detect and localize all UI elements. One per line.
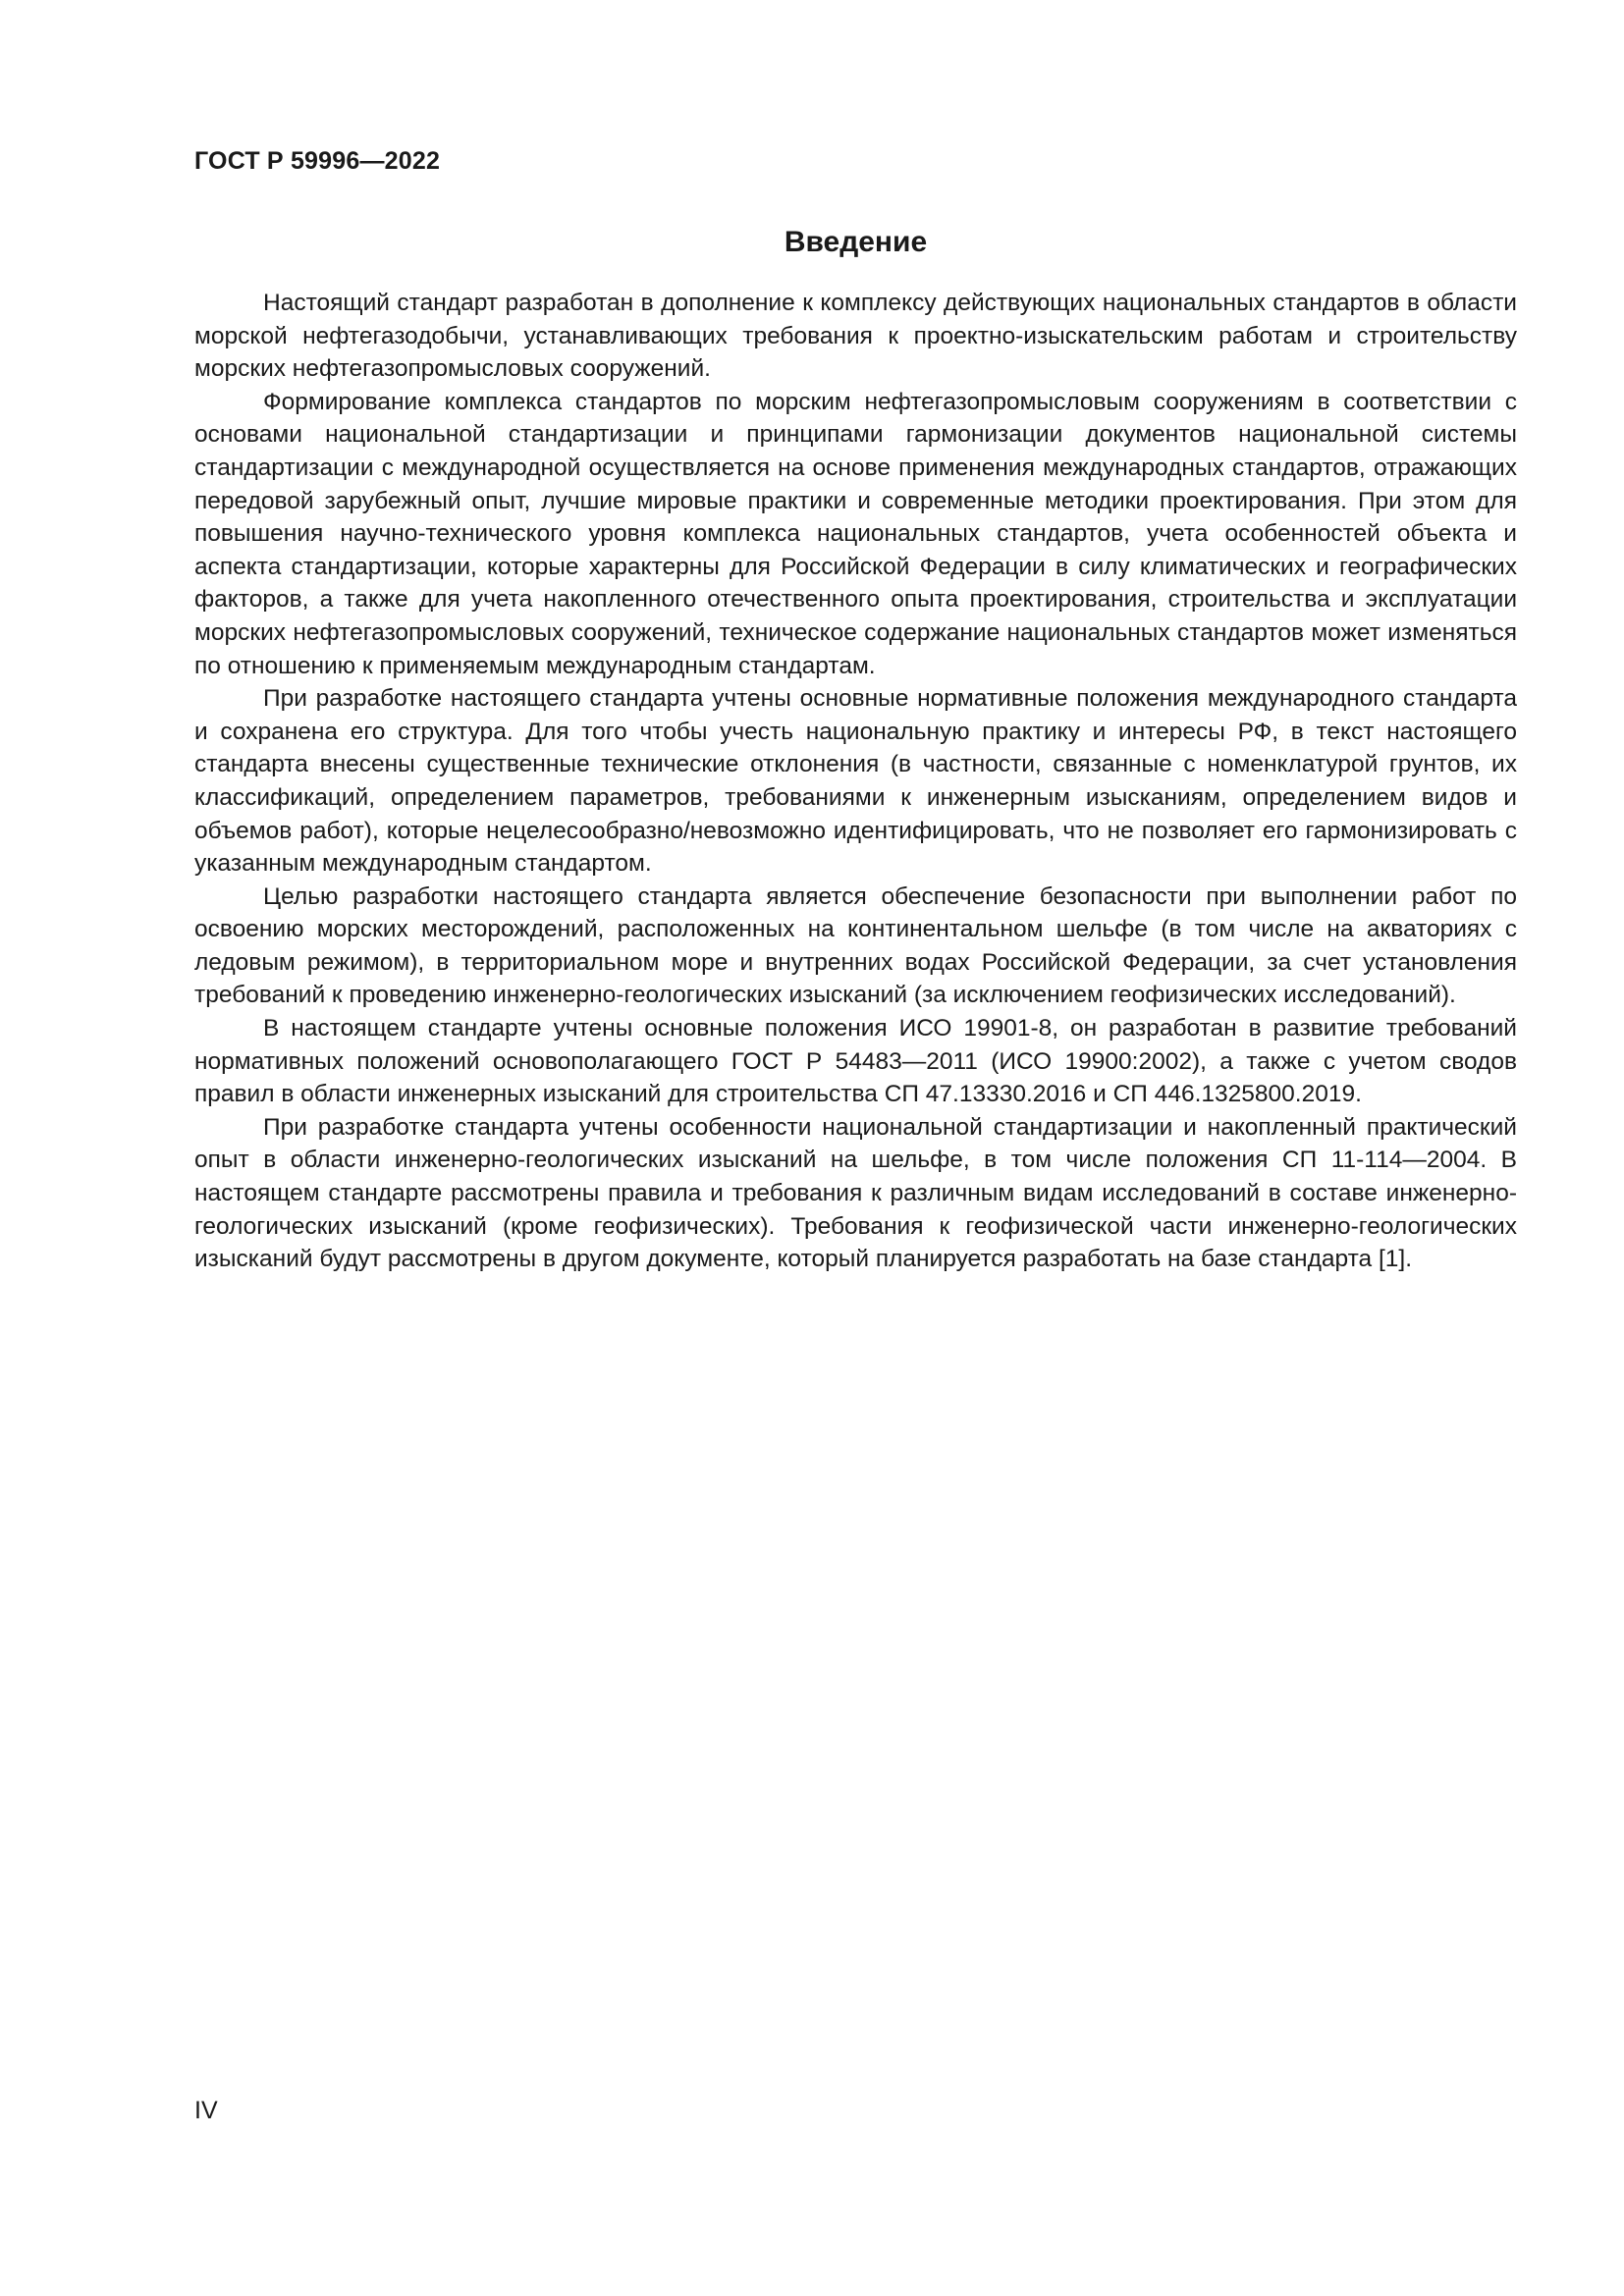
paragraph: В настоящем стандарте учтены основные положения ИСО 19901-8, он разработан в развитие требований нормативных положений основополагающего ГОСТ Р 54483—2011 (ИСО 19900:2002), а также с учетом сводов правил в области инженерных изысканий для строительства СП 47.13330.2016 и СП 446.1325800.2019.	[194, 1015, 1517, 1108]
section-title: Введение	[784, 226, 928, 258]
paragraph: При разработке стандарта учтены особенности национальной стандартизации и накопленный практический опыт в области инженерно-геологических изысканий на шельфе, в том числе положения СП 11-114—2004. В настоящем стандарте рассмотрены правила и требования к различным видам исследований в составе инженерно-геологических изысканий (кроме геофизических). Требования к геофизической части инженерно-геологических изысканий будут рассмотрены в другом документе, который планируется разработать на базе стандарта [1].	[194, 1113, 1517, 1273]
document-code: ГОСТ Р 59996—2022	[194, 147, 441, 175]
paragraph: Формирование комплекса стандартов по морским нефтегазопромысловым сооружениям в соответствии с основами национальной стандартизации и принципами гармонизации документов национальной системы стандартизации с международной осуществляется на основе применения международных стандартов, отражающих передовой зарубежный опыт, лучшие мировые практики и современные методики проектирования. При этом для повышения научно-технического уровня комплекса национальных стандартов, учета особенностей объекта и аспекта стандартизации, которые характерны для Российской Федерации в силу климатических и географических факторов, а также для учета накопленного отечественного опыта проектирования, строительства и эксплуатации морских нефтегазопромысловых сооружений, техническое содержание национальных стандартов может изменяться по отношению к применяемым международным стандартам.	[194, 388, 1517, 679]
page-number: IV	[194, 2097, 218, 2124]
paragraph: Целью разработки настоящего стандарта является обеспечение безопасности при выполнении работ по освоению морских месторождений, расположенных на континентальном шельфе (в том числе на акваториях с ледовым режимом), в территориальном море и внутренних водах Российской Федерации, за счет установления требований к проведению инженерно-геологических изысканий (за исключением геофизических исследований).	[194, 882, 1517, 1009]
introduction-body	[194, 287, 1517, 1276]
paragraph: При разработке настоящего стандарта учтены основные нормативные положения международного стандарта и сохранена его структура. Для того чтобы учесть национальную практику и интересы РФ, в текст настоящего стандарта внесены существенные технические отклонения (в частности, связанные с номенклатурой грунтов, их классификаций, определением параметров, требованиями к инженерным изысканиям, определением видов и объемов работ), которые нецелесообразно/невозможно идентифицировать, что не позволяет его гармонизировать с указанным международным стандартом.	[194, 685, 1517, 878]
paragraph: Настоящий стандарт разработан в дополнение к комплексу действующих национальных стандартов в области морской нефтегазодобычи, устанавливающих требования к проектно-изыскательским работам и строительству морских нефтегазопромысловых сооружений.	[194, 290, 1517, 383]
